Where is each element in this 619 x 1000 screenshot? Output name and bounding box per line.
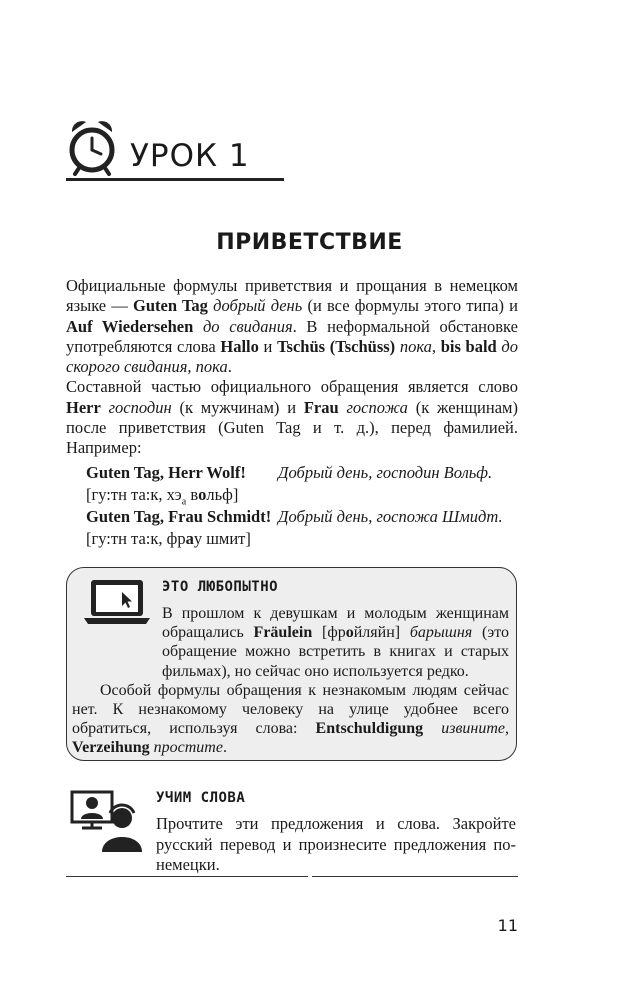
example-transcription-2: [гу:тн та:к, фрау шмит] [86, 529, 251, 548]
example-russian-2: Добрый день, госпожа Шмидт. [278, 507, 503, 526]
learn-words-text: Прочтите эти предложения и слова. Закройте русский перевод и произнесите предложения по-немецки. [156, 814, 516, 874]
intro-text [66, 276, 518, 459]
example-german-1: Guten Tag, Herr Wolf! [86, 463, 246, 482]
intro-paragraph-2: Составной частью официального обращения является слово Herr господин (к мужчинам) и Frau госпожа (к женщинам) после приветствия (Guten Tag и т. д.), перед фамилией. Например: [66, 377, 518, 458]
video-call-people-icon [70, 788, 144, 852]
example-transcription-1: [гу:тн та:к, $хэ_а$ вольф] [86, 485, 239, 508]
curious-paragraph-2: Особой формулы обращения к незнакомым людям сейчас нет. К незнакомому человеку на улице удобнее всего обратиться, используя слова: Entschuldigung извините, Verzeihung простите. [72, 681, 509, 757]
page-number: 11 [497, 916, 518, 935]
curious-paragraph-1: В прошлом к девушкам и молодым женщинам обращались Fräulein [фройляйн] барышня (это обращение можно встретить в книгах и старых фильмах), но сейчас оно используется редко. [162, 605, 509, 680]
learn-words-heading: УЧИМ СЛОВА [156, 790, 246, 806]
curious-heading: ЭТО ЛЮБОПЫТНО [162, 579, 279, 595]
lesson-title: УРОК 1 [130, 138, 250, 174]
example-german-2: Guten Tag, Frau Schmidt! [86, 507, 272, 526]
title-underline [66, 178, 284, 181]
curious-text [72, 604, 509, 758]
bottom-rule-right [312, 876, 518, 877]
example-russian-1: Добрый день, господин Вольф. [278, 463, 493, 482]
intro-paragraph-1: Официальные формулы приветствия и прощания в немецком языке — Guten Tag добрый день (и все формулы этого типа) и Auf Wiedersehen до свидания. В неформальной обстановке употребляются слова Hallo и Tschüs (Tschüss) пока, bis bald до скорого свидания, пока. [66, 276, 519, 377]
section-title: ПРИВЕТСТВИЕ [216, 230, 403, 255]
alarm-clock-icon [66, 116, 118, 176]
bottom-rule-left [66, 876, 308, 877]
